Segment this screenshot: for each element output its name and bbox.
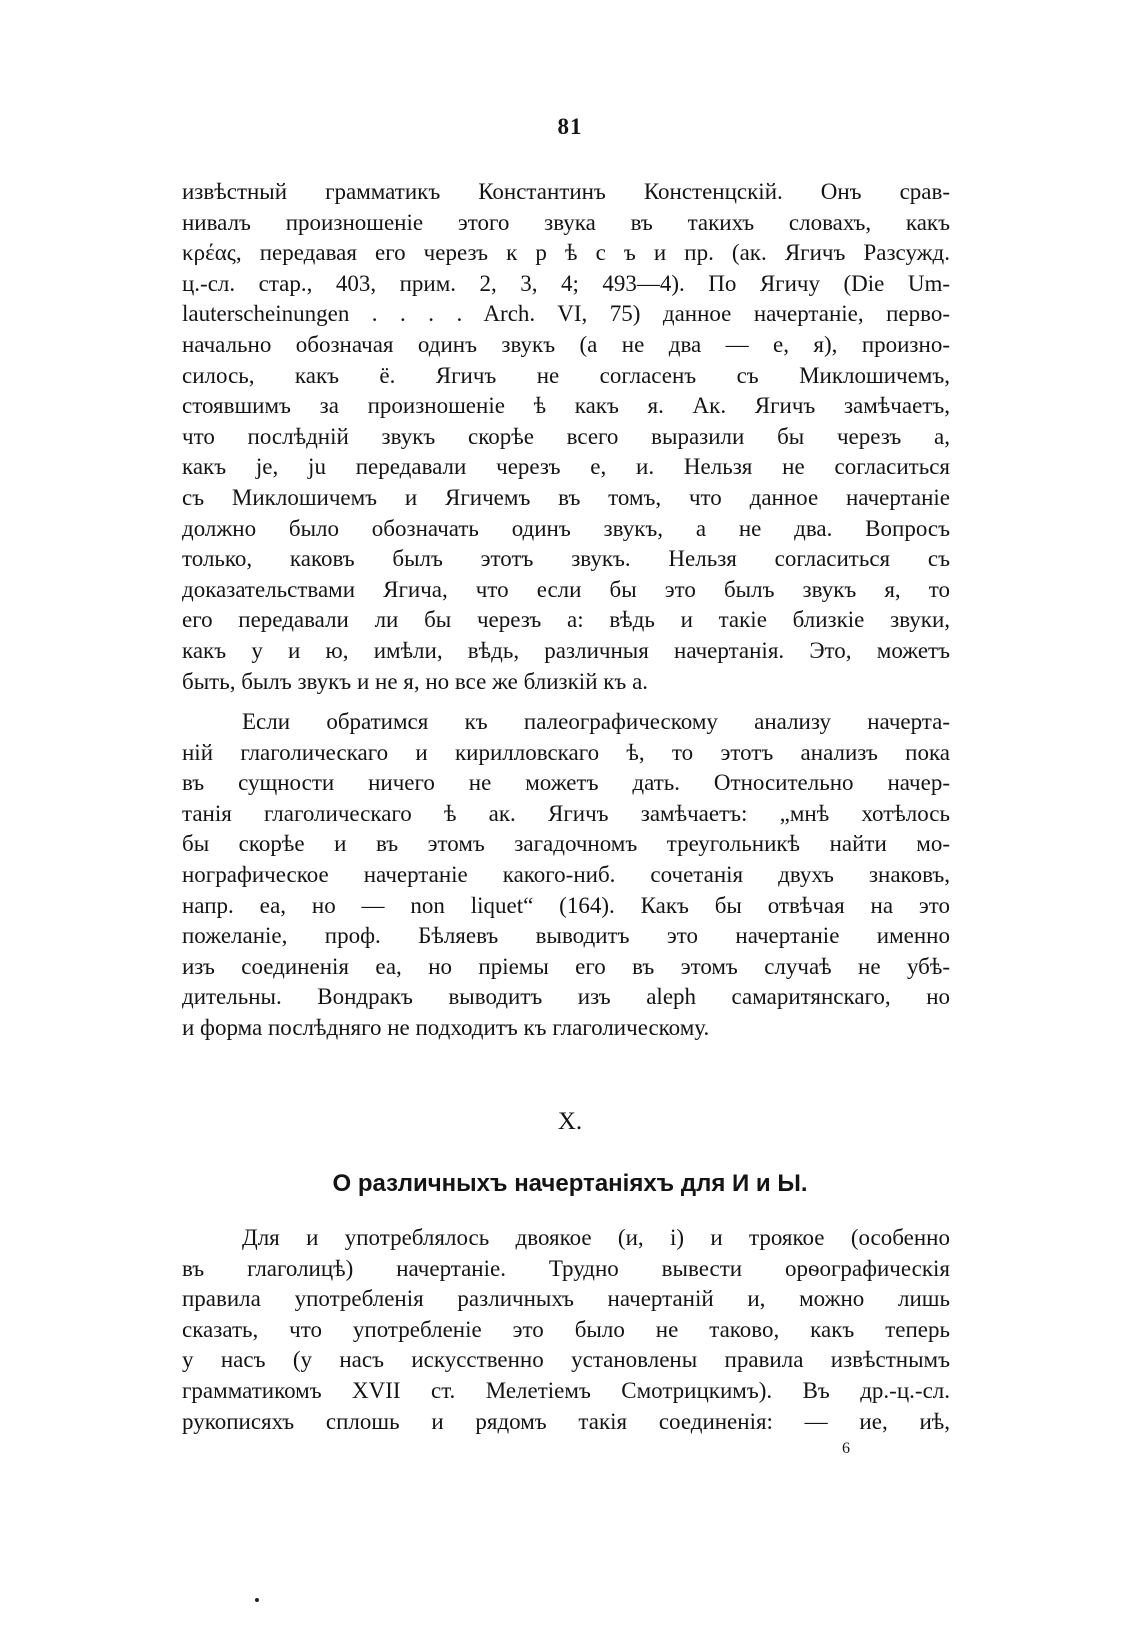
- text-line: изъ соединенія еа, но пріемы его въ этомъ случаѣ не убѣ-: [182, 953, 950, 979]
- text-line: пожеланіе, проф. Бѣляевъ выводитъ это начертаніе именно: [182, 923, 950, 949]
- text-line: бы скорѣе и въ этомъ загадочномъ треугольникѣ найти мо-: [182, 831, 950, 857]
- text-line: съ Миклошичемъ и Ягичемъ въ томъ, что данное начертаніе: [182, 484, 950, 510]
- text-line: танія глаголическаго ѣ ак. Ягичъ замѣчаетъ: „мнѣ хотѣлось: [182, 800, 950, 826]
- text-line: начально обозначая одинъ звукъ (а не два — е, я), произно-: [182, 331, 950, 357]
- text-line: Если обратимся къ палеографическому анализу начерта-: [242, 709, 950, 734]
- text-line: силось, какъ ё. Ягичъ не согласенъ съ Миклошичемъ,: [182, 362, 950, 388]
- text-line: что послѣдній звукъ скорѣе всего выразили бы черезъ а,: [182, 423, 950, 449]
- text-line: быть, былъ звукъ и не я, но все же близкій къ а.: [182, 668, 649, 694]
- text-line: должно было обозначать одинъ звукъ, а не два. Вопросъ: [182, 515, 950, 541]
- text-line: въ сущности ничего не можетъ дать. Относительно начер-: [182, 770, 950, 796]
- text-line: какъ у и ю, имѣли, вѣдь, различныя начертанія. Это, можетъ: [182, 637, 950, 663]
- text-line: сказать, что употребленіе это было не таково, какъ теперь: [182, 1316, 950, 1342]
- section-number: X.: [557, 1108, 583, 1135]
- text-line: нографическое начертаніе какого-ниб. сочетанія двухъ знаковъ,: [182, 861, 950, 887]
- text-line: грамматикомъ XVII ст. Мелетіемъ Смотрицкимъ). Въ др.-ц.-сл.: [182, 1377, 950, 1403]
- text-line: въ глаголицѣ) начертаніе. Трудно вывести орѳографическія: [182, 1255, 950, 1281]
- text-line: только, каковъ былъ этотъ звукъ. Нельзя согласиться съ: [182, 546, 950, 572]
- text-line: его передавали ли бы черезъ а: вѣдь и такіе близкіе звуки,: [182, 607, 950, 633]
- text-line: и форма послѣдняго не подходитъ къ глаголическому.: [182, 1014, 710, 1040]
- paragraph-2: [182, 707, 950, 1044]
- section-title: О различныхъ начертаніяхъ для И и Ы.: [332, 1170, 808, 1197]
- text-line: дительны. Вондракъ выводитъ изъ aleph самаритянскаго, но: [182, 984, 950, 1010]
- text-line: какъ je, ju передавали черезъ е, и. Нельзя не согласиться: [182, 454, 950, 480]
- page-number: 81: [557, 114, 583, 139]
- text-line: рукописяхъ сплошь и рядомъ такія соединенія: — ие, иѣ,: [182, 1408, 950, 1434]
- text-line: κρέας, передавая его черезъ к р ѣ с ъ и пр. (ак. Ягичъ Разсужд.: [182, 240, 950, 266]
- text-line: ц.-сл. стар., 403, прим. 2, 3, 4; 493—4). По Ягичу (Die Um-: [182, 270, 950, 296]
- ink-speck: [255, 1598, 259, 1602]
- text-line: напр. еа, но — non liquet“ (164). Какъ бы отвѣчая на это: [182, 892, 950, 918]
- paragraph-1: [182, 177, 950, 697]
- text-line: извѣстный грамматикъ Константинъ Констенцскій. Онъ срав-: [182, 179, 950, 204]
- signature-mark: 6: [842, 1440, 850, 1457]
- text-line: lauterscheinungen . . . . Arch. VI, 75) данное начертаніе, перво-: [182, 301, 950, 327]
- text-line: Для и употреблялось двоякое (и, і) и троякое (особенно: [242, 1225, 950, 1250]
- text-line: у насъ (у насъ искусственно установлены правила извѣстнымъ: [182, 1347, 950, 1373]
- paragraph-3: [182, 1223, 950, 1437]
- text-line: стоявшимъ за произношеніе ѣ какъ я. Ак. Ягичъ замѣчаетъ,: [182, 393, 950, 419]
- text-line: доказательствами Ягича, что если бы это былъ звукъ я, то: [182, 576, 950, 602]
- text-line: нивалъ произношеніе этого звука въ такихъ словахъ, какъ: [182, 209, 950, 235]
- text-line: правила употребленія различныхъ начертаній и, можно лишь: [182, 1286, 950, 1312]
- text-line: ній глаголическаго и кирилловскаго ѣ, то этотъ анализъ пока: [182, 739, 950, 765]
